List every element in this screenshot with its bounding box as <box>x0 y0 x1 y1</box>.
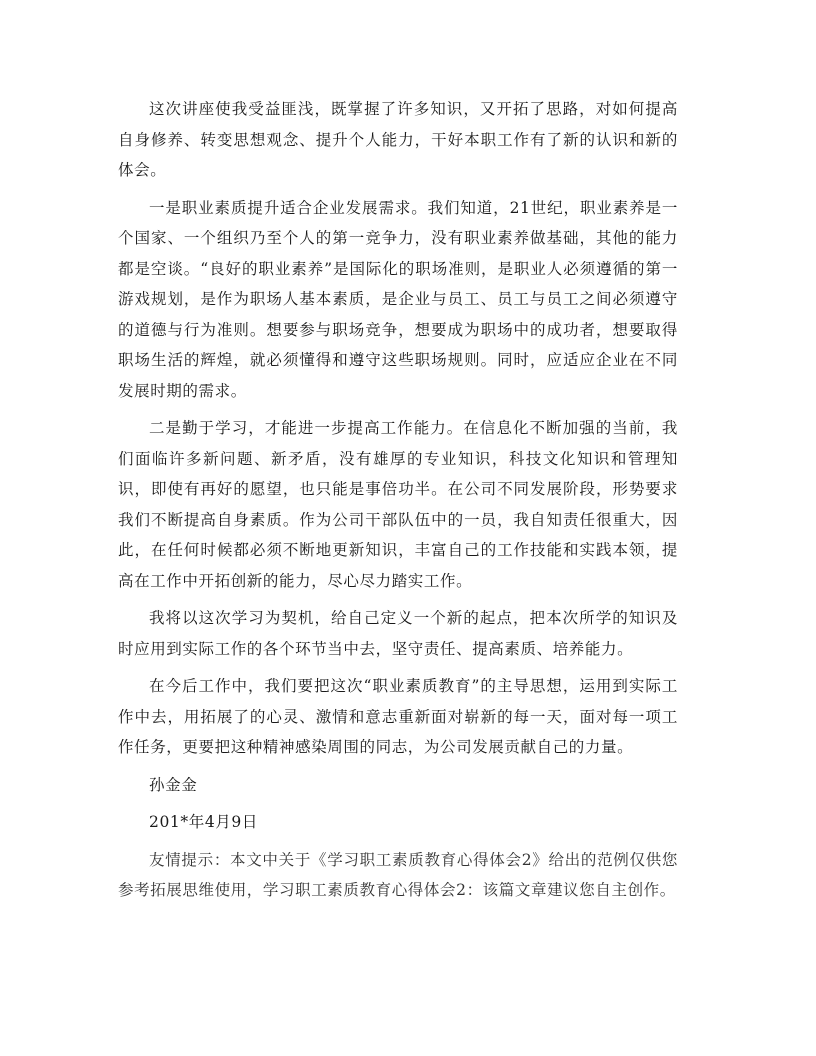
friendly-tip: 友情提示：本文中关于《学习职工素质教育心得体会2》给出的范例仅供您参考拓展思维使用，学习职工素质教育心得体会2：该篇文章建议您自主创作。 <box>118 850 678 899</box>
paragraph-intro: 这次讲座使我受益匪浅，既掌握了许多知识，又开拓了思路，对如何提高自身修养、转变思想观念、提升个人能力，干好本职工作有了新的认识和新的体会。 <box>118 100 678 179</box>
document-date: 201*年4月9日 <box>149 813 258 831</box>
paragraph-point-two: 二是勤于学习，才能进一步提高工作能力。在信息化不断加强的当前，我们面临许多新问题、新矛盾，没有雄厚的专业知识，科技文化知识和管理知识，即使有再好的愿望，也只能是事倍功半。在公司不同发展阶段，形势要求我们不断提高自身素质。作为公司干部队伍中的一员，我自知责任很重大，因此，在任何时候都必须不断地更新知识，丰富自己的工作技能和实践本领，提高在工作中开拓创新的能力，尽心尽力踏实工作。 <box>118 419 678 590</box>
document-body <box>118 94 678 906</box>
author-name: 孙金金 <box>149 775 198 794</box>
paragraph-point-one: 一是职业素质提升适合企业发展需求。我们知道，21世纪，职业素养是一个国家、一个组织乃至个人的第一竞争力，没有职业素养做基础，其他的能力都是空谈。“良好的职业素养”是国际化的职场准则，是职业人必须遵循的第一游戏规划，是作为职场人基本素质，是企业与员工、员工与员工之间必须遵守的道德与行为准则。想要参与职场竞争，想要成为职场中的成功者，想要取得职场生活的辉煌，就必须懂得和遵守这些职场规则。同时，应适应企业在不同发展时期的需求。 <box>118 198 678 400</box>
paragraph-resolution: 我将以这次学习为契机，给自己定义一个新的起点，把本次所学的知识及时应用到实际工作的各个环节当中去，坚守责任、提高素质、培养能力。 <box>118 609 678 658</box>
paragraph-conclusion: 在今后工作中，我们要把这次“职业素质教育”的主导思想，运用到实际工作中去，用拓展了的心灵、激情和意志重新面对崭新的每一天，面对每一项工作任务，更要把这种精神感染周围的同志，为公司发展贡献自己的力量。 <box>118 677 678 756</box>
